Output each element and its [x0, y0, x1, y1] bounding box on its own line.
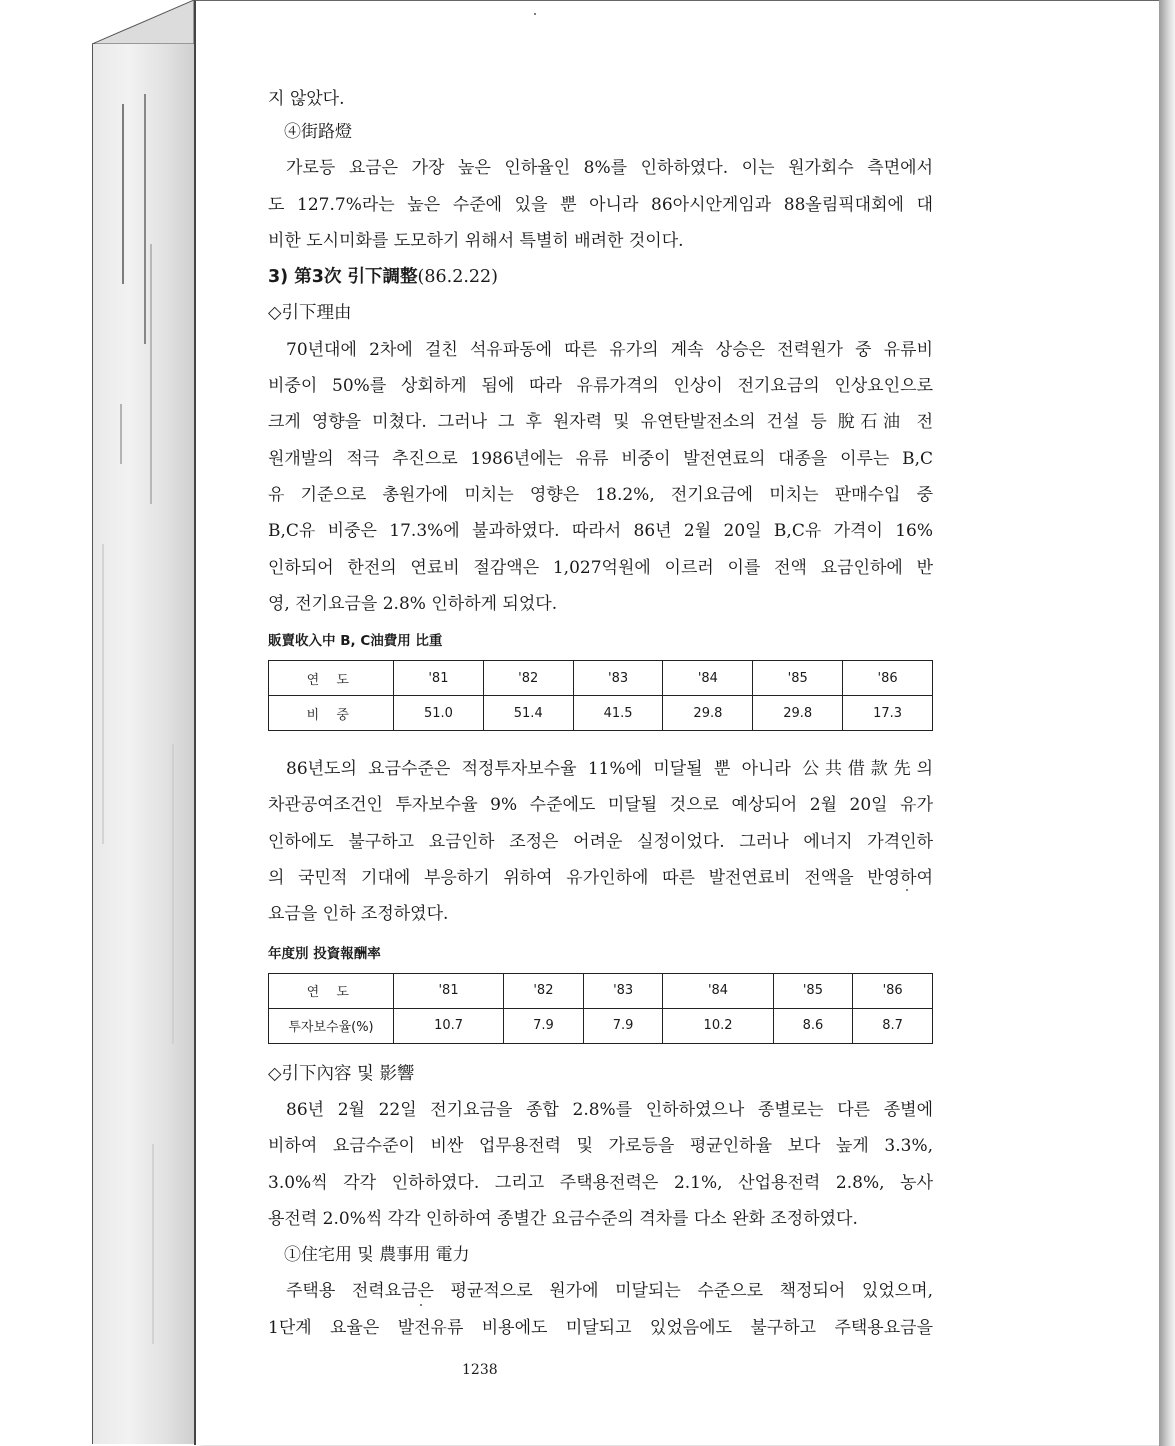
- reason-heading: ◇引下理由: [268, 303, 352, 324]
- book-stack-top: [92, 0, 194, 44]
- table-value-cell: 29.8: [663, 696, 753, 731]
- page-content: [268, 84, 933, 1346]
- content-heading: ◇引下內容 및 影響: [268, 1063, 415, 1084]
- text-line: 용전력 2.0%씩 각각 인하하여 종별간 요금수준의 격차를 다소 완화 조정하였다.: [268, 1208, 858, 1229]
- section-date: (86.2.22): [417, 267, 498, 288]
- table-value-cell: 41.5: [573, 696, 663, 731]
- text-line: 70년대에 2차에 걸친 석유파동에 따른 유가의 계속 상승은 전력원가 중 유류비: [286, 339, 933, 360]
- table-value-cell: 10.7: [394, 1008, 504, 1043]
- streetlight-paragraph: [268, 150, 933, 259]
- text-line: 86년 2월 22일 전기요금을 종합 2.8%를 인하하였으나 종별로는 다른 종별에: [286, 1099, 933, 1120]
- residential-paragraph: [268, 1273, 933, 1346]
- table-header-label: 연 도: [269, 973, 394, 1008]
- text-line: 도 127.7%라는 높은 수준에 있을 뿐 아니라 86아시안게임과 88올림픽대회에 대: [268, 194, 933, 215]
- section-title-text: 3) 第3次 引下調整: [268, 267, 418, 288]
- continued-line: 지 않았다.: [268, 89, 345, 109]
- table-row: [269, 973, 933, 1008]
- table-row-label: 투자보수율(%): [269, 1008, 394, 1043]
- text-line: 의 국민적 기대에 부응하기 위하여 유가인하에 따른 발전연료비 전액을 반영하여: [268, 868, 933, 889]
- section-title: [268, 259, 933, 295]
- table-row: [269, 696, 933, 731]
- reason-paragraph: [268, 332, 933, 622]
- text-line: B,C유 비중은 17.3%에 불과하였다. 따라서 86년 2월 20일 B,C유 가격이 16%: [268, 521, 933, 542]
- text-line: 비하여 요금수준이 비싼 업무용전력 및 가로등을 평균인하율 보다 높게 3.3%,: [268, 1136, 933, 1157]
- table-row-label: 비 중: [269, 696, 394, 731]
- oil-cost-share-table: [268, 660, 933, 731]
- table-value-cell: 7.9: [583, 1008, 663, 1043]
- table-value-cell: 10.2: [663, 1008, 773, 1043]
- text-line: 요금을 인하 조정하였다.: [268, 904, 449, 925]
- table-year-cell: '85: [773, 973, 853, 1008]
- table1-title: 販賣收入中 B, C油費用 比重: [268, 633, 443, 650]
- table2-title: 年度別 投資報酬率: [268, 945, 381, 962]
- text-line: 인하에도 불구하고 요금인하 조정은 어려운 실정이었다. 그러나 에너지 가격인하: [268, 831, 933, 852]
- middle-paragraph: [268, 751, 933, 932]
- text-line: 3.0%씩 각각 인하하였다. 그리고 주택용전력은 2.1%, 산업용전력 2.8%, 농사: [268, 1172, 933, 1193]
- table-value-cell: 8.6: [773, 1008, 853, 1043]
- page-number: 1238: [462, 1362, 498, 1378]
- table-year-cell: '84: [663, 973, 773, 1008]
- residential-heading: ①住宅用 및 農事用 電力: [284, 1245, 470, 1266]
- table-year-cell: '85: [753, 661, 843, 696]
- table-year-cell: '86: [843, 661, 933, 696]
- page-edge-shadow: [1159, 0, 1175, 1446]
- content-paragraph: [268, 1092, 933, 1237]
- table-year-cell: '82: [504, 973, 584, 1008]
- table-year-cell: '83: [583, 973, 663, 1008]
- book-stack-side: [92, 44, 195, 1444]
- text-line: 유 기준으로 총원가에 미치는 영향은 18.2%, 전기요금에 미치는 판매수입 중: [268, 484, 933, 505]
- table-year-cell: '81: [394, 661, 484, 696]
- table-row: [269, 661, 933, 696]
- text-line: 비한 도시미화를 도모하기 위해서 특별히 배려한 것이다.: [268, 230, 684, 251]
- table-row: [269, 1008, 933, 1043]
- text-line: 가로등 요금은 가장 높은 인하율인 8%를 인하하였다. 이는 원가회수 측면에서: [286, 158, 933, 179]
- table-value-cell: 51.4: [483, 696, 573, 731]
- table-year-cell: '83: [573, 661, 663, 696]
- streetlight-heading: ④街路燈: [284, 122, 352, 142]
- scan-speck: [534, 13, 536, 15]
- text-line: 인하되어 한전의 연료비 절감액은 1,027억원에 이르러 이를 전액 요금인하에 반: [268, 557, 933, 578]
- table-header-label: 연 도: [269, 661, 394, 696]
- text-line: 영, 전기요금을 2.8% 인하하게 되었다.: [268, 593, 558, 614]
- table-year-cell: '86: [853, 973, 933, 1008]
- table-year-cell: '82: [483, 661, 573, 696]
- table-value-cell: 8.7: [853, 1008, 933, 1043]
- text-line: 원개발의 적극 추진으로 1986년에는 유류 비중이 발전연료의 대종을 이루는 B,C: [268, 448, 933, 469]
- text-line: 비중이 50%를 상회하게 됨에 따라 유류가격의 인상이 전기요금의 인상요인으로: [268, 376, 933, 397]
- text-line: 1단계 요율은 발전유류 비용에도 미달되고 있었음에도 불구하고 주택용요금을: [268, 1317, 933, 1338]
- table-value-cell: 29.8: [753, 696, 843, 731]
- text-line: 크게 영향을 미쳤다. 그러나 그 후 원자력 및 유연탄발전소의 건설 등 脫石油 전: [268, 412, 933, 433]
- text-line: 86년도의 요금수준은 적정투자보수율 11%에 미달될 뿐 아니라 公共借款先의: [286, 759, 933, 780]
- text-line: 차관공여조건인 투자보수율 9% 수준에도 미달될 것으로 예상되어 2월 20일 유가: [268, 795, 933, 816]
- table-value-cell: 17.3: [843, 696, 933, 731]
- table-value-cell: 51.0: [394, 696, 484, 731]
- table-year-cell: '81: [394, 973, 504, 1008]
- investment-return-table: [268, 973, 933, 1044]
- table-value-cell: 7.9: [504, 1008, 584, 1043]
- table-year-cell: '84: [663, 661, 753, 696]
- text-line: 주택용 전력요금은 평균적으로 원가에 미달되는 수준으로 책정되어 있었으며,: [286, 1281, 933, 1302]
